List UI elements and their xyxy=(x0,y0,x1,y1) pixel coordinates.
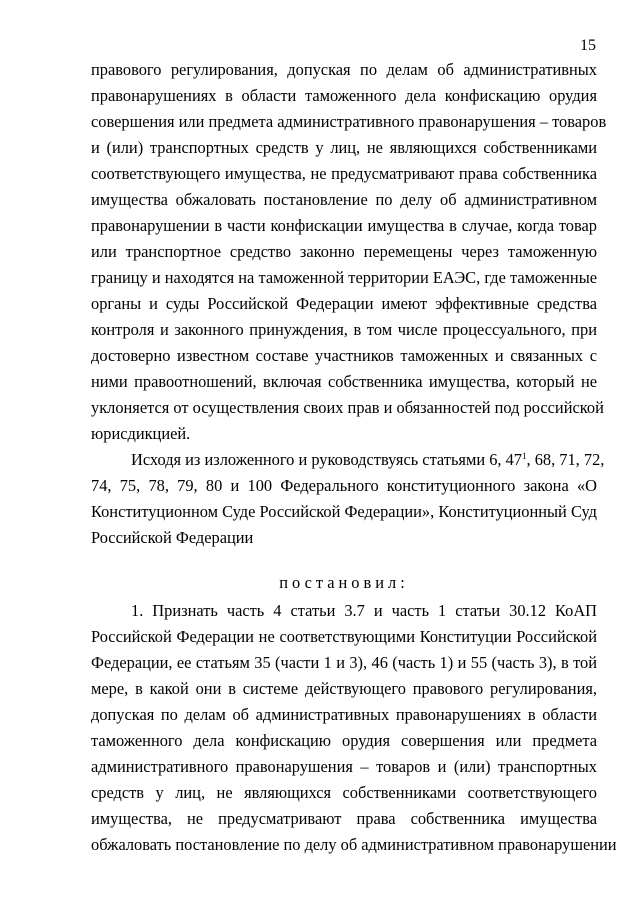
text-line: уклоняется от осуществления своих прав и обязанностей под российской xyxy=(91,398,604,417)
text-line: соответствующего имущества, не предусматривают права собственника xyxy=(91,164,597,183)
text-line: Федерации, ее статьям 35 (части 1 и 3), 46 (часть 1) и 55 (часть 3), в той xyxy=(91,653,597,672)
text-line: Конституционном Суде Российской Федерации», Конституционный Суд xyxy=(91,502,597,521)
text-line: правового регулирования, допуская по делам об административных xyxy=(91,60,597,79)
page-number: 15 xyxy=(580,37,596,54)
resolution-heading: постановил: xyxy=(279,573,409,592)
text-line: 1. Признать часть 4 статьи 3.7 и часть 1 статьи 30.12 КоАП xyxy=(131,601,597,620)
text-line-last: Российской Федерации xyxy=(91,528,254,547)
text-line: границу и находятся на таможенной территории ЕАЭС, где таможенные xyxy=(91,268,597,287)
text-line: имущества, не предусматривают права собственника имущества xyxy=(91,809,597,828)
text-line: средств у лиц, не являющихся собственниками соответствующего xyxy=(91,783,597,802)
text-line: 74, 75, 78, 79, 80 и 100 Федерального конституционного закона «О xyxy=(91,476,597,495)
text-line: имущества обжаловать постановление по делу об административном xyxy=(91,190,597,209)
text-fragment: Исходя из изложенного и руководствуясь статьями 6, 47 xyxy=(131,450,522,469)
text-line-last: юрисдикцией. xyxy=(91,424,191,443)
text-line: таможенного дела конфискацию орудия совершения или предмета xyxy=(91,731,597,750)
text-line: ними правоотношений, включая собственника имущества, который не xyxy=(91,372,597,391)
text-fragment: , 68, 71, 72, xyxy=(526,450,605,469)
text-line: или транспортное средство законно перемещены через таможенную xyxy=(91,242,597,261)
text-line-with-superscript xyxy=(131,449,605,471)
text-line: и (или) транспортных средств у лиц, не являющихся собственниками xyxy=(91,138,597,157)
text-line: административного правонарушения – товаров и (или) транспортных xyxy=(91,757,597,776)
superscript: 1 xyxy=(522,451,527,461)
text-line: мере, в какой они в системе действующего правового регулирования, xyxy=(91,679,597,698)
text-line: органы и суды Российской Федерации имеют эффективные средства xyxy=(91,294,597,313)
text-line: правонарушении в части конфискации имущества в случае, когда товар xyxy=(91,216,597,235)
text-line: допуская по делам об административных правонарушениях в области xyxy=(91,705,597,724)
text-line: контроля и законного принуждения, в том числе процессуального, при xyxy=(91,320,597,339)
text-line: обжаловать постановление по делу об административном правонарушении xyxy=(91,835,617,854)
text-line: совершения или предмета административного правонарушения – товаров xyxy=(91,112,607,131)
text-line: правонарушениях в области таможенного дела конфискацию орудия xyxy=(91,86,597,105)
text-line: Российской Федерации не соответствующими Конституции Российской xyxy=(91,627,597,646)
text-line: достоверно известном составе участников таможенных и связанных с xyxy=(91,346,597,365)
